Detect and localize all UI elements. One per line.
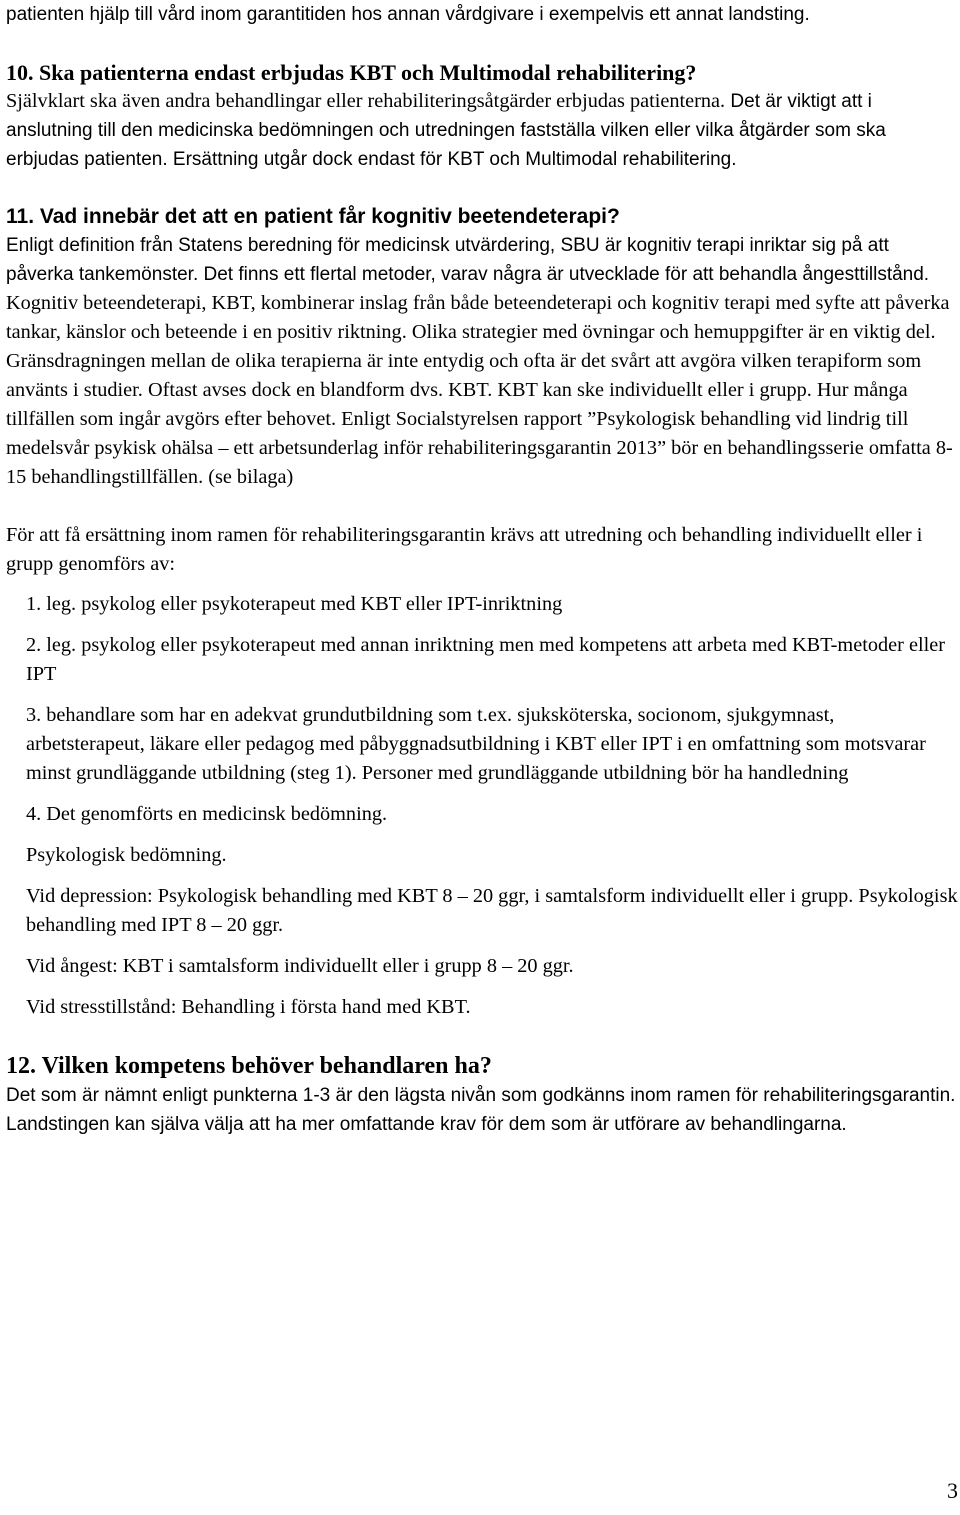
heading-q12: 12. Vilken kompetens behöver behandlaren ha?: [6, 1053, 492, 1079]
requirements-list: [26, 590, 958, 1022]
q10-lead: Självklart ska även andra behandlingar eller rehabiliteringsåtgärder erbjudas patienterna.: [6, 90, 726, 112]
page-number: 3: [947, 1478, 958, 1503]
list-item: 3. behandlare som har en adekvat grundutbildning som t.ex. sjuksköterska, socionom, sjukgymnast, arbetsterapeut, läkare eller pedagog med påbyggnadsutbildning i KBT eller IPT i en omfattning som motsvarar minst grundläggande utbildning (steg 1). Personer med grundläggande utbildning bör ha handledning: [26, 704, 926, 784]
intro-paragraph: patienten hjälp till vård inom garantitiden hos annan vårdgivare i exempelvis ett annat landsting.: [6, 4, 810, 25]
heading-q11: 11. Vad innebär det att en patient får kognitiv beetendeterapi?: [6, 205, 620, 228]
list-item: Vid stresstillstånd: Behandling i första hand med KBT.: [26, 996, 471, 1018]
paragraph-q10: [6, 87, 958, 174]
requirements-intro: För att få ersättning inom ramen för rehabiliteringsgarantin krävs att utredning och behandling individuellt eller i grupp genomförs av:: [6, 524, 923, 575]
heading-q10: 10. Ska patienterna endast erbjudas KBT och Multimodal rehabilitering?: [6, 60, 697, 85]
list-item: 4. Det genomförts en medicinsk bedömning.: [26, 803, 388, 825]
q10-body: Det är viktigt att i anslutning till den medicinska bedömningen och utredningen fastställa vilken eller vilka åtgärder som ska erbjudas patienten. Ersättning utgår dock endast för KBT och Multimodal rehabilitering.: [6, 91, 886, 170]
paragraph-q12: Det som är nämnt enligt punkterna 1-3 är den lägsta nivån som godkänns inom ramen för rehabiliteringsgarantin. Landstingen kan själva välja att ha mer omfattande krav för dem som är utförare av behandlingarna.: [6, 1085, 956, 1135]
paragraph-q11: [6, 231, 958, 492]
q11-serif-part: Kognitiv beteendeterapi, KBT, kombinerar inslag från både beteendeterapi och kognitiv terapi med syfte att påverka tankar, känslor och beteende i en positiv riktning. Olika strategier med övningar och hemuppgifter är en viktig del. Gränsdragningen mellan de olika terapierna är inte entydig och ofta är det svårt att avgöra vilken terapiform som använts i studier. Oftast avses dock en blandform dvs. KBT. KBT kan ske individuellt eller i grupp. Hur många tillfällen som ingår avgörs efter behovet. Enligt Socialstyrelsen rapport ”Psykologisk behandling vid lindrig till medelsvår psykisk ohälsa – ett arbetsunderlag inför rehabiliteringsgarantin 2013” bör en behandlingsserie omfatta 8-15 behandlingstillfällen. (se bilaga): [6, 292, 953, 488]
q11-sans-part: Enligt definition från Statens beredning för medicinsk utvärdering, SBU är kognitiv terapi inriktar sig på att påverka tankemönster. Det finns ett flertal metoder, varav några är utvecklade för att behandla ångesttillstånd.: [6, 235, 930, 285]
list-item: 2. leg. psykolog eller psykoterapeut med annan inriktning men med kompetens att arbeta med KBT-metoder eller IPT: [26, 634, 945, 685]
list-item: Vid ångest: KBT i samtalsform individuellt eller i grupp 8 – 20 ggr.: [26, 955, 574, 977]
list-item: Vid depression: Psykologisk behandling med KBT 8 – 20 ggr, i samtalsform individuellt eller i grupp. Psykologisk behandling med IPT 8 – 20 ggr.: [26, 885, 958, 936]
document-page: [6, 0, 958, 1139]
list-item: Psykologisk bedömning.: [26, 844, 227, 866]
list-item: 1. leg. psykolog eller psykoterapeut med KBT eller IPT-inriktning: [26, 593, 563, 615]
